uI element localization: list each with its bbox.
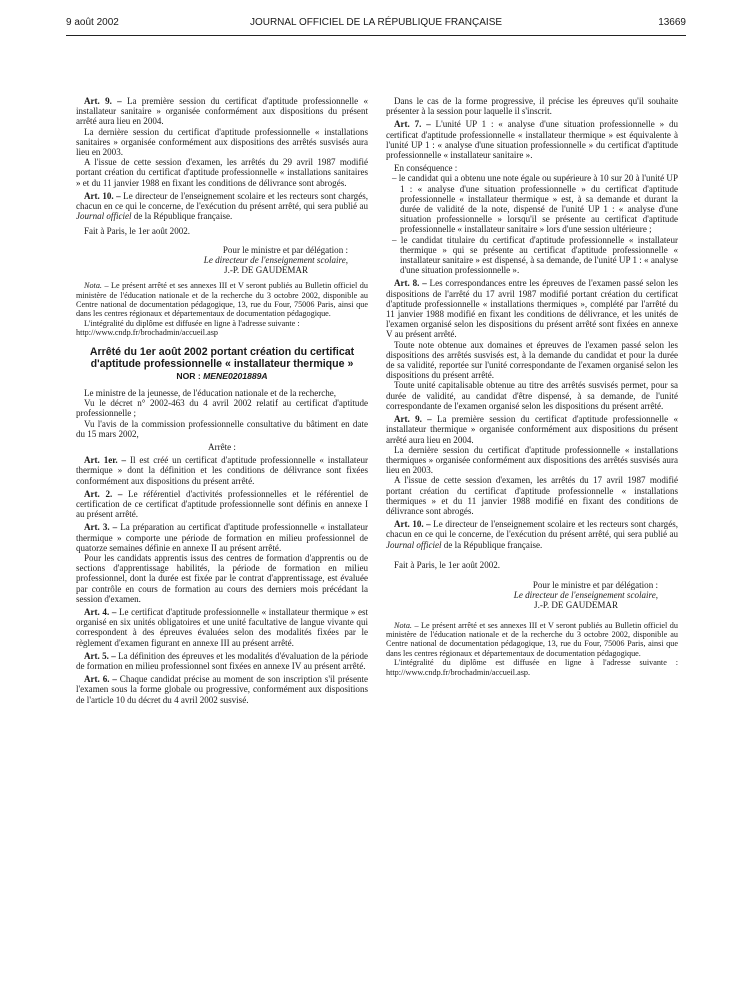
article-label: Art. 2. – <box>84 488 123 499</box>
article-text: La première session du certificat d'aptitude professionnelle « installateur thermique » organisée conformément aux dispositions du présent arrêté aura lieu en 2004. <box>386 414 678 445</box>
paragraph: Le ministre de la jeunesse, de l'éducation nationale et de la recherche, <box>84 387 337 398</box>
done-at: Fait à Paris, le 1er août 2002. <box>84 226 191 237</box>
article-text: Il est créé un certificat d'aptitude professionnelle « installateur thermique » dont la définition et les conditions de délivrance sont fixées conformément aux dispositions du présent arrêté. <box>76 455 368 486</box>
article-6 <box>76 674 368 705</box>
article-text: de la République française. <box>441 539 543 550</box>
paragraph: Toute note obtenue aux domaines et épreuves de l'examen passé selon les dispositions des arrêtés susvisés est, à la demande du candidat et pour la durée de sa validité, reportée sur l'unité correspondante de l'examen organisé selon les dispositions du présent arrêté. <box>386 339 678 381</box>
article-9 <box>76 96 368 127</box>
note-text: – Le présent arrêté et ses annexes III et V seront publiés au Bulletin officiel du ministère de l'éducation nationale et de la recherche du 3 octobre 2002, disponible au Centre national de documentation pédagogique, 13, rue du Four, 75006 Paris, ainsi que dans les centres régionaux et départementaux de documentation pédagogique. <box>386 620 678 658</box>
article-text: Le certificat d'aptitude professionnelle « installateur thermique » est organisé en six unités obligatoires et une unité facultative de langue vivante qui correspondent à des épreuves évaluées selon des modalités fixées par le règlement d'examen figurant en annexe III au présent arrêté. <box>76 606 368 648</box>
article-label: Art. 9. – <box>394 414 432 425</box>
done-at: Fait à Paris, le 1er août 2002. <box>394 559 501 570</box>
article-text: La définition des épreuves et les modalités d'évaluation de la période de formation en milieu professionnel sont fixées en annexe IV au présent arrêté. <box>76 650 369 671</box>
paragraph: Pour les candidats apprentis issus des centres de formation d'apprentis ou de sections d'apprentissage habilités, la période de formation en milieu professionnel, dont la durée est fixée par le contrat d'apprentissage, est évaluée par contrôle en cours de formation au cours des derniers mois précédant la session d'examen. <box>76 552 368 604</box>
note-online: L'intégralité du diplôme est diffusée en ligne à l'adresse suivante : <box>84 318 300 328</box>
article-label: Art. 8. – <box>394 278 427 289</box>
paragraph: A l'issue de cette session d'examen, les arrêtés du 17 avril 1987 modifié portant création du certificat d'aptitude professionnelle « installations thermiques » et du 11 janvier 1988 modifié en fixant des conditions de délivrance sont abrogés. <box>386 475 678 516</box>
director-title: Le directeur de l'enseignement scolaire, <box>203 254 348 265</box>
nor-value: MENE0201889A <box>203 370 268 381</box>
list-item: – le candidat qui a obtenu une note égale ou supérieure à 10 sur 20 à l'unité UP 1 : « analyse d'une situation professionnelle » du certificat d'aptitude professionnelle « installateur thermique » est, à sa demande et durant la durée de validité de la note, dispensé de l'unité UP 1 : « analyse d'une situation professionnelle » lorsqu'il se présente au certificat d'aptitude professionnelle « installateur sanitaire » lors d'une session ultérieure ; <box>392 173 678 235</box>
article-3 <box>76 522 368 553</box>
page-number: 13669 <box>658 17 686 28</box>
journal-officiel-ref: Journal officiel <box>76 211 132 222</box>
article-5 <box>76 651 368 671</box>
article-text: Le directeur de l'enseignement scolaire et les recteurs sont chargés, chacun en ce qui le concerne, de l'exécution du présent arrêté, qui sera publié au <box>76 190 368 212</box>
list-item: – le candidat titulaire du certificat d'aptitude professionnelle « installateur thermique » qui se présente au certificat d'aptitude professionnelle « installateur sanitaire » est dispensé, à sa demande, de l'unité UP 1 : « analyse d'une situation professionnelle ». <box>392 234 678 276</box>
director-title: Le directeur de l'enseignement scolaire, <box>513 590 658 601</box>
journal-officiel-ref: Journal officiel <box>386 539 442 550</box>
signature: J.-P. DE GAUDEMAR <box>224 265 308 276</box>
note-label: Nota. <box>394 620 412 630</box>
arrete-heading: Arrête : <box>208 441 236 452</box>
article-label: Art. 3. – <box>84 522 118 533</box>
signature: J.-P. DE GAUDEMAR <box>534 600 618 611</box>
article-label: Art. 5. – <box>84 650 116 661</box>
article-label: Art. 10. – <box>84 190 121 201</box>
issue-date: 9 août 2002 <box>66 17 119 28</box>
paragraph: La dernière session du certificat d'aptitude professionnelle « installations thermiques » organisée conformément aux dispositions des arrêtés susvisés aura lieu en 2003. <box>386 444 678 476</box>
article-label: Art. 1er. – <box>84 455 127 466</box>
article-9 <box>386 414 678 445</box>
article-7 <box>386 119 678 160</box>
article-10 <box>386 519 678 550</box>
delegation: Pour le ministre et par délégation : <box>532 579 658 590</box>
article-label: Art. 6. – <box>84 674 117 685</box>
article-4 <box>76 607 368 648</box>
article-label: Art. 4. – <box>84 606 117 617</box>
article-text: La préparation au certificat d'aptitude professionnelle « installateur thermique » comporte une période de formation en milieu professionnel de quatorze semaines définie en annexe II au présent arrêté. <box>76 522 369 553</box>
paragraph: La dernière session du certificat d'aptitude professionnelle « installations sanitaires » organisée conformément aux dispositions des arrêtés susvisés aura lieu en 2003. <box>76 126 368 158</box>
note-text: – Le présent arrêté et ses annexes III et V seront publiés au Bulletin officiel du ministère de l'éducation nationale et de la recherche du 3 octobre 2002, disponible au Centre national de documentation pédagogique, 13, rue du Four, 75006 Paris, ainsi que dans les centres régionaux et départementaux de documentation pédagogique. <box>76 281 368 319</box>
note <box>76 281 368 319</box>
left-column <box>76 96 368 705</box>
right-column <box>386 96 678 677</box>
article-text: Chaque candidat précise au moment de son inscription s'il présente l'examen sous la forme globale ou progressive, conformément aux dispositions de l'article 10 du décret du 4 avril 2002 susvisé. <box>76 674 369 705</box>
note-url: http://www.cndp.fr/brochadmin/accueil.asp <box>76 328 219 338</box>
paragraph: Vu le décret n° 2002-463 du 4 avril 2002 relatif au certificat d'aptitude professionnelle ; <box>76 398 368 419</box>
article-1 <box>76 455 368 486</box>
paragraph: Vu l'avis de la commission professionnelle consultative du bâtiment en date du 15 mars 2002, <box>76 418 368 439</box>
note-online: L'intégralité du diplôme est diffusée en ligne à l'adresse suivante : http://www.cndp.fr/brochadmin/accueil.asp. <box>386 658 678 677</box>
header-rule <box>66 35 686 36</box>
paragraph: Toute unité capitalisable obtenue au titre des arrêtés susvisés permet, pour sa durée de validité, au candidat d'être dispensé, à sa demande, de l'unité correspondante de l'examen organisé selon les dispositions du présent arrêté. <box>386 380 678 411</box>
decree-title: Arrêté du 1er août 2002 portant création du certificat d'aptitude professionnelle « installateur thermique » <box>89 345 355 370</box>
article-label: Art. 10. – <box>394 519 431 530</box>
delegation: Pour le ministre et par délégation : <box>222 244 348 255</box>
page-header <box>66 17 686 31</box>
note <box>386 621 678 659</box>
article-text: Le directeur de l'enseignement scolaire et les recteurs sont chargés, chacun en ce qui le concerne, de l'exécution du présent arrêté, qui sera publié au <box>386 519 678 540</box>
nor-reference <box>76 371 368 381</box>
article-2 <box>76 489 368 520</box>
nor-label: NOR : <box>176 370 201 381</box>
article-label: Art. 7. – <box>394 119 431 130</box>
article-text: L'unité UP 1 : « analyse d'une situation professionnelle » du certificat d'aptitude professionnelle « installateur thermique » est équivalente à l'unité UP 1 : « analyse d'une situation professionnelle » du certificat d'aptitude professionnelle « installateur sanitaire ». <box>386 119 678 161</box>
article-label: Art. 9. – <box>84 96 122 106</box>
article-text: La première session du certificat d'aptitude professionnelle « installateur sanitaire » organisée conformément aux dispositions du présent arrêté aura lieu en 2004. <box>76 96 368 127</box>
paragraph: A l'issue de cette session d'examen, les arrêtés du 29 avril 1987 modifié portant création du certificat d'aptitude professionnelle « installations sanitaires » et du 11 janvier 1988 en fixant les conditions de délivrance sont abrogés. <box>76 157 368 188</box>
article-10 <box>76 191 368 222</box>
article-text: Les correspondances entre les épreuves de l'examen passé selon les dispositions de l'arrêté du 17 avril 1987 modifié portant création du certificat d'aptitude professionnelle « installations thermiques », complété par l'arrêté du 11 janvier 1988 modifié en fixant les conditions de délivrance, et les unités de l'examen organisé selon les dispositions du présent arrêté sont fixées en annexe V au présent arrêté. <box>386 278 678 340</box>
article-text: de la République française. <box>131 211 233 222</box>
consequence-heading: En conséquence : <box>394 163 458 174</box>
article-text: Le référentiel d'activités professionnelles et le référentiel de certification de ce certificat d'aptitude professionnelle sont définis en annexe I au présent arrêté. <box>76 488 369 520</box>
article-8 <box>386 278 678 339</box>
paragraph: Dans le cas de la forme progressive, il précise les épreuves qu'il souhaite présenter à la session pour laquelle il s'inscrit. <box>386 96 678 117</box>
note-label: Nota. <box>84 281 102 291</box>
journal-title: JOURNAL OFFICIEL DE LA RÉPUBLIQUE FRANÇAISE <box>249 17 503 28</box>
